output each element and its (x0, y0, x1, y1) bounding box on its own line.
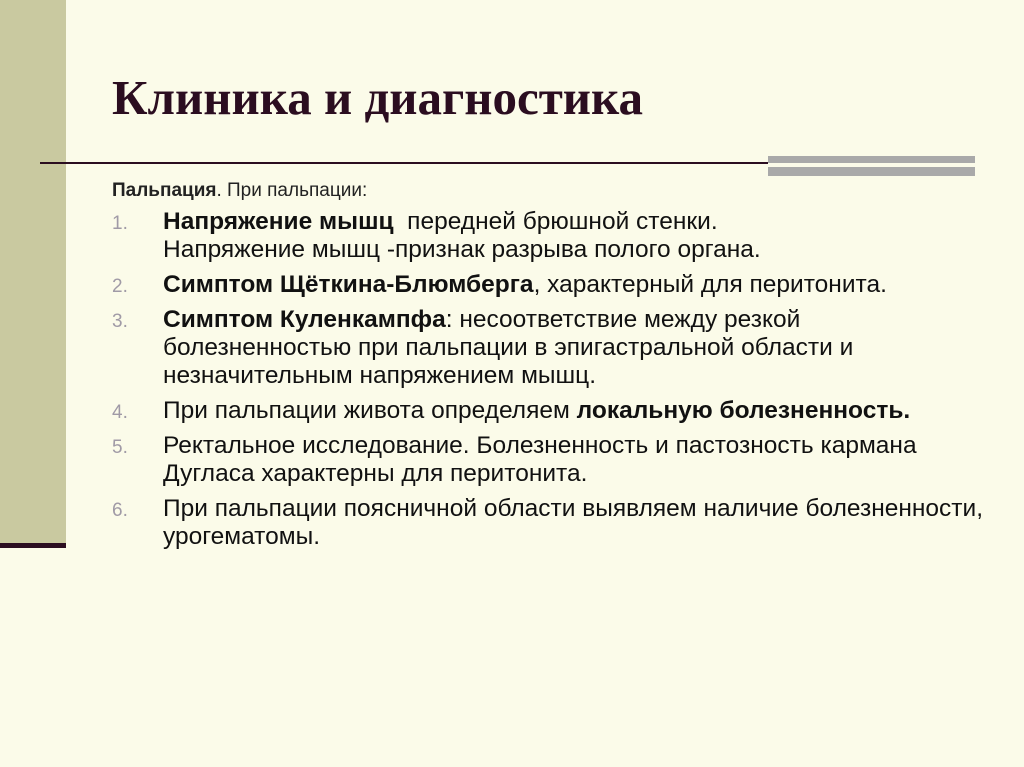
list-item (112, 432, 992, 488)
side-decoration-bar (0, 0, 66, 545)
findings-list (112, 208, 992, 551)
item-number: 1. (112, 213, 128, 234)
intro-bold: Пальпация (112, 180, 217, 201)
list-item (112, 208, 992, 264)
item-bold: Симптом Куленкампфа (163, 306, 446, 333)
item-text: передней брюшной стенки. (393, 208, 718, 235)
slide-title: Клиника и диагностика (112, 70, 643, 125)
side-decoration-rule (0, 543, 66, 548)
item-number: 3. (112, 311, 128, 332)
item-number: 6. (112, 500, 128, 521)
item-number: 2. (112, 276, 128, 297)
intro-rest: . При пальпации: (216, 180, 368, 201)
item-bold: локальную болезненность. (576, 397, 911, 424)
item-bold: Симптом Щёткина-Блюмберга (163, 271, 534, 298)
list-item (112, 397, 992, 425)
item-text: Напряжение мышц -признак разрыва полого органа. (163, 236, 761, 263)
item-number: 5. (112, 437, 128, 458)
title-accent-stripe (768, 163, 975, 167)
list-item (112, 306, 992, 390)
intro-line (112, 178, 992, 204)
item-text: : несоответствие между резкой болезненностью при пальпации в эпигастральной области и незначительным напряжением мышц. (163, 306, 854, 389)
list-item (112, 271, 992, 299)
item-text: При пальпации поясничной области выявляем наличие болезненности, урогематомы. (163, 495, 984, 550)
list-item (112, 495, 992, 551)
item-number: 4. (112, 402, 128, 423)
slide-body (112, 178, 992, 558)
item-bold: Напряжение мышц (163, 208, 394, 235)
item-text: При пальпации живота определяем (163, 397, 577, 424)
item-text: Ректальное исследование. Болезненность и пастозность кармана Дугласа характерны для перитонита. (163, 432, 917, 487)
item-text: , характерный для перитонита. (533, 271, 887, 298)
